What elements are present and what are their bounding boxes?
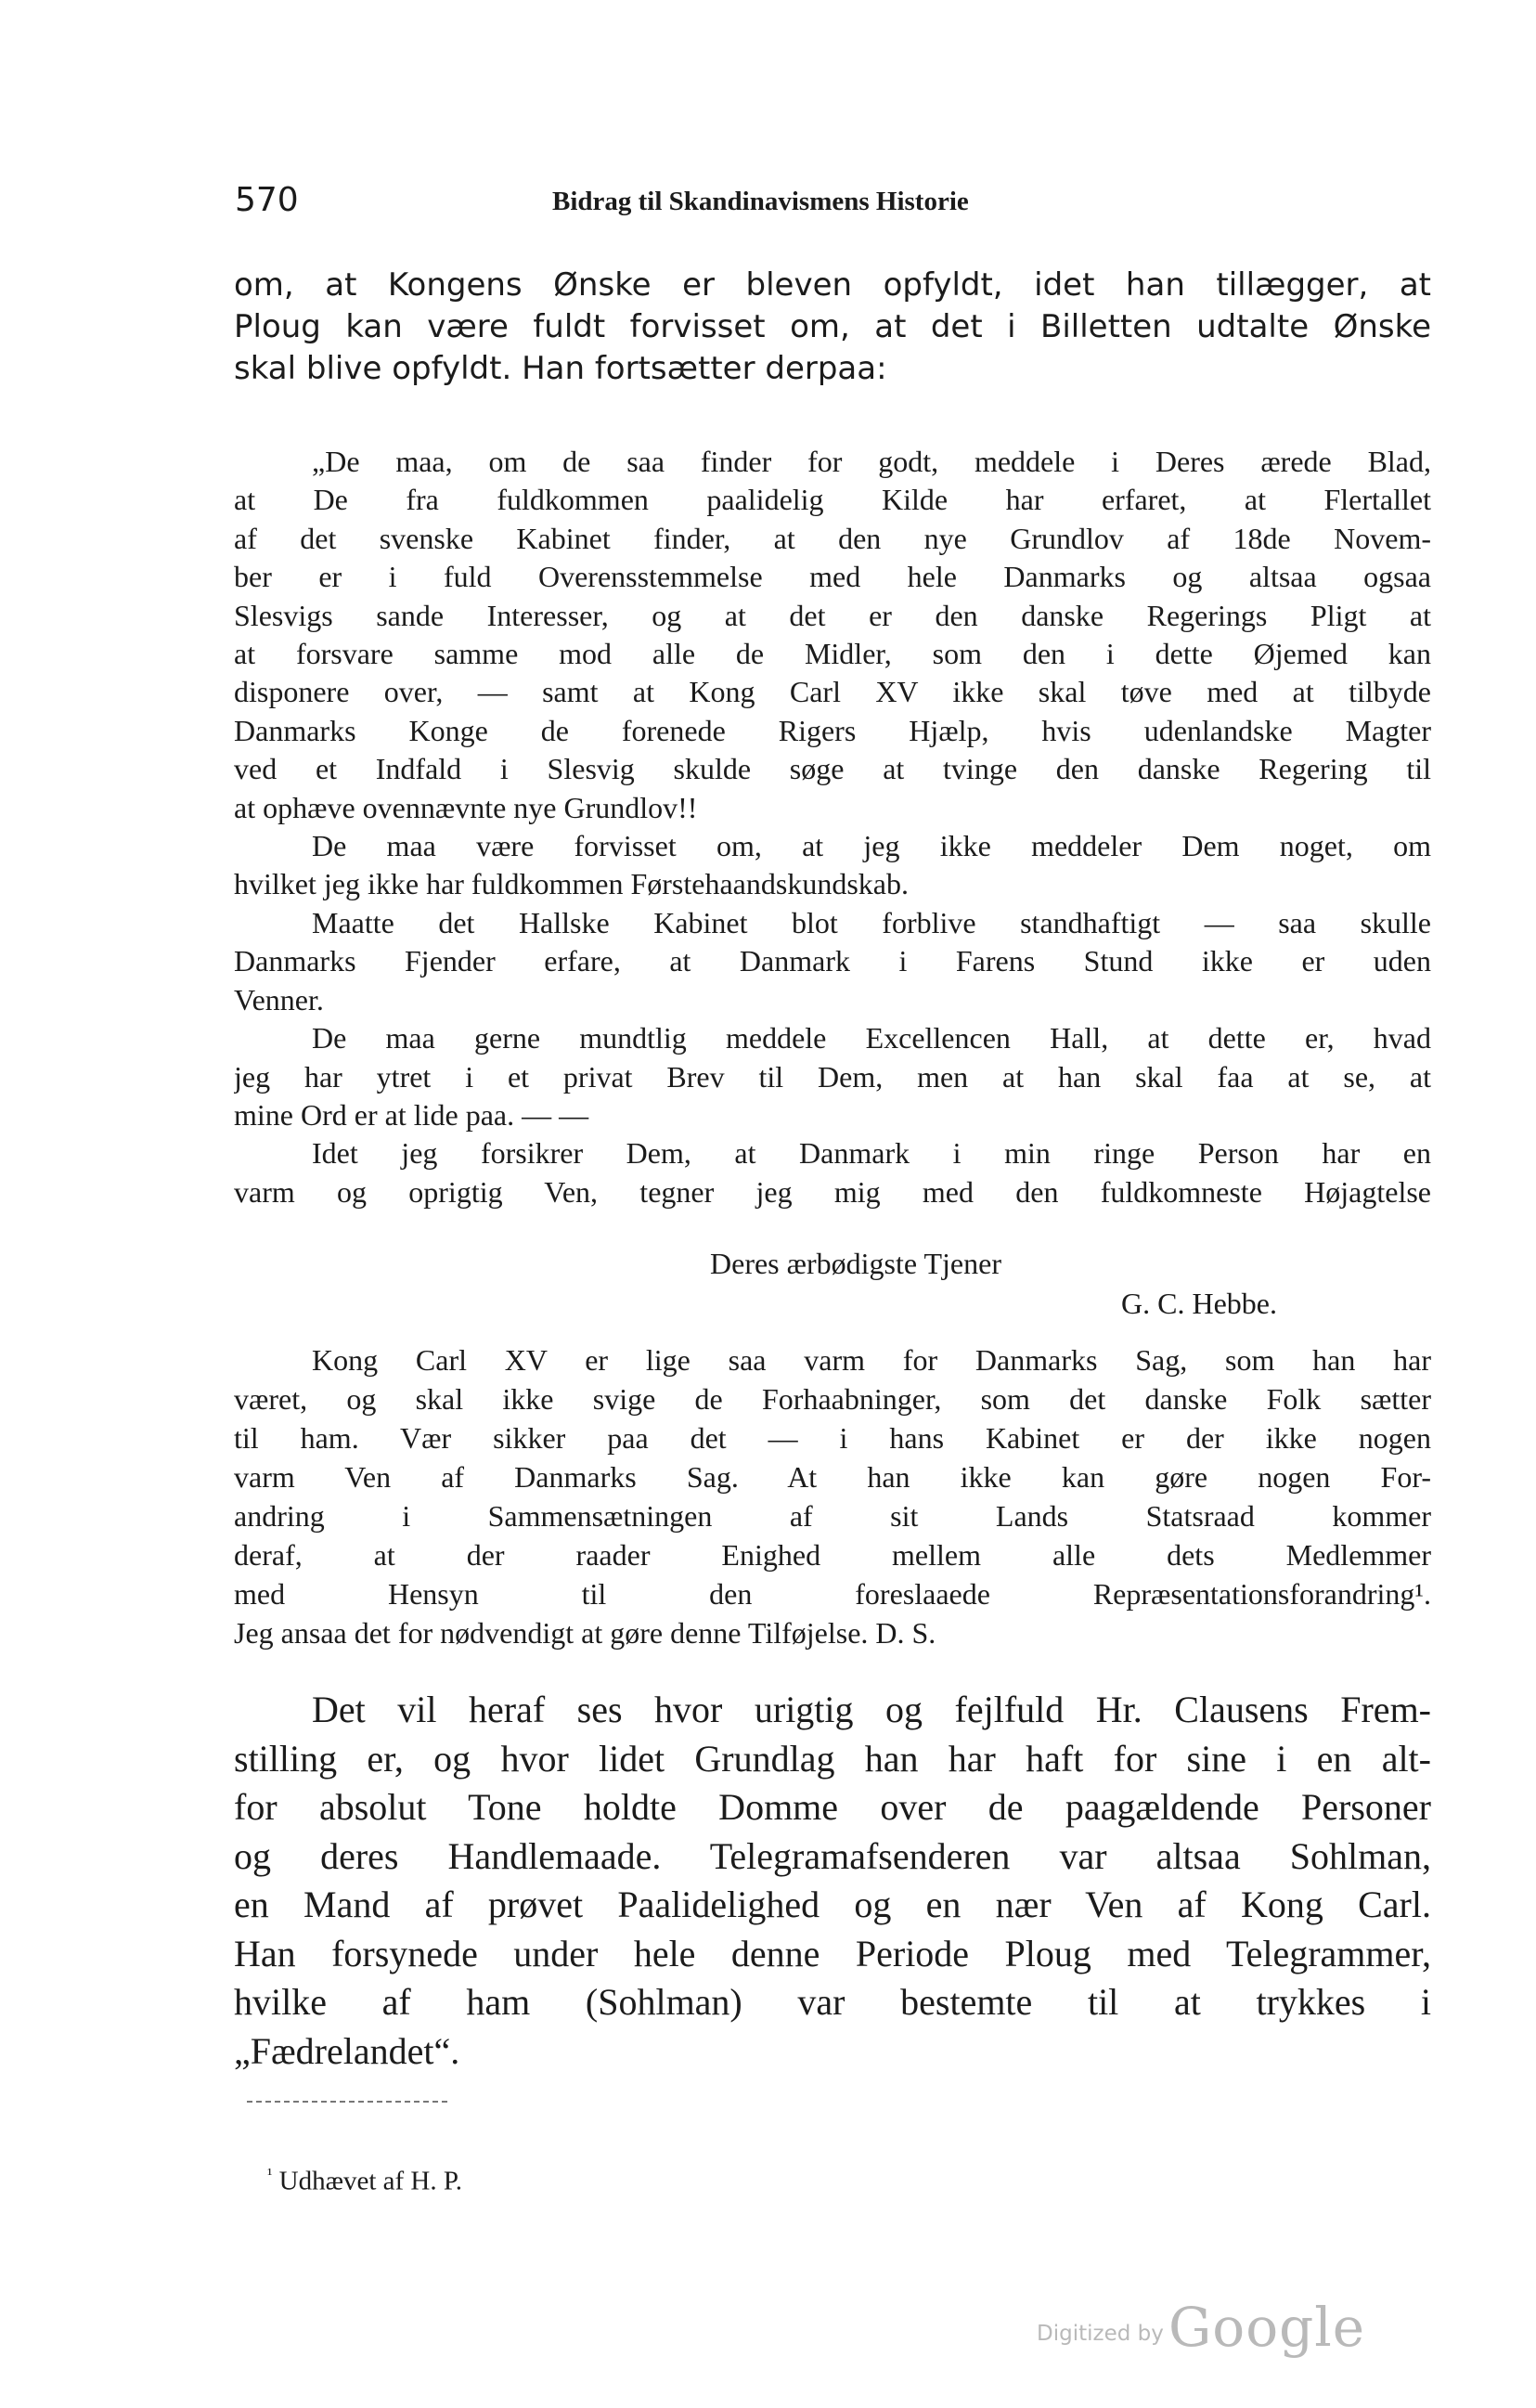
conclusion-paragraph — [234, 1686, 1431, 2076]
text-line: „Fædrelandet“. — [234, 2029, 460, 2072]
text-line: disponere over, — samt at Kong Carl XV ikke skal tøve med at tilbyde — [234, 675, 1431, 709]
text-line: med Hensyn til den foreslaaede Repræsentationsforandring¹. — [234, 1577, 1431, 1611]
text-line: Det vil heraf ses hvor urigtig og fejlfuld Hr. Clausens Frem- — [312, 1689, 1431, 1730]
text-line: deraf, at der raader Enighed mellem alle dets Medlemmer — [234, 1538, 1431, 1572]
text-line: hvilke af ham (Sohlman) var bestemte til at trykkes i — [234, 1981, 1431, 2023]
text-line: hvilket jeg ikke har fuldkommen Førstehaandskundskab. — [234, 867, 909, 901]
text-line: en Mand af prøvet Paalidelighed og en nær Ven af Kong Carl. — [234, 1884, 1431, 1925]
text-line: om, at Kongens Ønske er bleven opfyldt, idet han tillægger, at — [234, 266, 1431, 304]
text-line: Jeg ansaa det for nødvendigt at gøre denne Tilføjelse. D. S. — [234, 1616, 936, 1650]
text-line: De maa være forvisset om, at jeg ikke meddeler Dem noget, om — [312, 829, 1431, 863]
page-number: 570 — [235, 181, 299, 219]
text-line: Danmarks Fjender erfare, at Danmark i Farens Stund ikke er uden — [234, 944, 1431, 978]
text-line: Idet jeg forsikrer Dem, at Danmark i min ringe Person har en — [312, 1136, 1431, 1171]
text-line: De maa gerne mundtlig meddele Excellencen Hall, at dette er, hvad — [312, 1021, 1431, 1055]
text-line: at ophæve ovennævnte nye Grundlov!! — [234, 790, 698, 824]
text-line: Han forsynede under hele denne Periode Ploug med Telegrammer, — [234, 1932, 1431, 1974]
watermark-prefix: Digitized by — [1037, 2322, 1164, 2346]
text-line: Maatte det Hallske Kabinet blot forblive standhaftigt — saa skulle — [312, 905, 1431, 939]
letter-closing: Deres ærbødigste Tjener — [710, 1247, 1001, 1280]
text-line: til ham. Vær sikker paa det — i hans Kabinet er der ikke nogen — [234, 1421, 1431, 1455]
text-line: varm Ven af Danmarks Sag. At han ikke kan gøre nogen For- — [234, 1460, 1431, 1494]
running-title: Bidrag til Skandinavismens Historie — [552, 187, 969, 216]
digitized-watermark — [1037, 2296, 1365, 2359]
text-line: Ploug kan være fuldt forvisset om, at det i Billetten udtalte Ønske — [234, 308, 1431, 345]
text-line: jeg har ytret i et privat Brev til Dem, men at han skal faa at se, at — [234, 1059, 1431, 1094]
text-line: og deres Handlemaade. Telegramafsenderen var altsaa Sohlman, — [234, 1834, 1431, 1877]
intro-paragraph — [234, 265, 1431, 390]
text-line: Kong Carl XV er lige saa varm for Danmarks Sag, som han har — [312, 1343, 1431, 1377]
text-line: af det svenske Kabinet finder, at den nye Grundlov af 18de Novem- — [234, 521, 1431, 555]
footnote-text: Udhævet af H. P. — [278, 2166, 463, 2196]
text-line: „De maa, om de saa finder for godt, meddele i Deres ærede Blad, — [312, 445, 1431, 478]
quoted-letter — [234, 443, 1431, 1211]
page-header — [235, 181, 1427, 227]
text-line: stilling er, og hvor lidet Grundlag han har haft for sine i en alt- — [234, 1737, 1431, 1780]
text-line: Danmarks Konge de forenede Rigers Hjælp, hvis udenlandske Magter — [234, 713, 1431, 747]
text-line: Slesvigs sande Interesser, og at det er den danske Regerings Pligt at — [234, 598, 1431, 632]
postscript-paragraph — [234, 1340, 1431, 1652]
text-line: ber er i fuld Overensstemmelse med hele Danmarks og altsaa ogsaa — [234, 560, 1431, 594]
google-logo: Google — [1168, 2296, 1366, 2359]
text-line: for absolut Tone holdte Domme over de paagældende Personer — [234, 1786, 1431, 1828]
text-line: været, og skal ikke svige de Forhaabninger, som det danske Folk sætter — [234, 1382, 1431, 1416]
text-line: ved et Indfald i Slesvig skulde søge at tvinge den danske Regering til — [234, 752, 1431, 786]
text-line: Venner. — [234, 982, 324, 1016]
text-line: skal blive opfyldt. Han fortsætter derpaa: — [234, 350, 887, 387]
text-line: varm og oprigtig Ven, tegner jeg mig med den fuldkomneste Højagtelse — [234, 1174, 1431, 1209]
text-line: mine Ord er at lide paa. — — — [234, 1097, 589, 1132]
text-line: at forsvare samme mod alle de Midler, som den i dette Øjemed kan — [234, 637, 1431, 671]
footnote — [267, 2165, 462, 2197]
text-line: at De fra fuldkommen paalidelig Kilde har erfaret, at Flertallet — [234, 483, 1431, 517]
text-line: andring i Sammensætningen af sit Lands Statsraad kommer — [234, 1499, 1431, 1533]
footnote-marker: ¹ — [267, 2165, 273, 2183]
footnote-divider — [247, 2101, 447, 2103]
letter-signature: G. C. Hebbe. — [1121, 1287, 1277, 1320]
